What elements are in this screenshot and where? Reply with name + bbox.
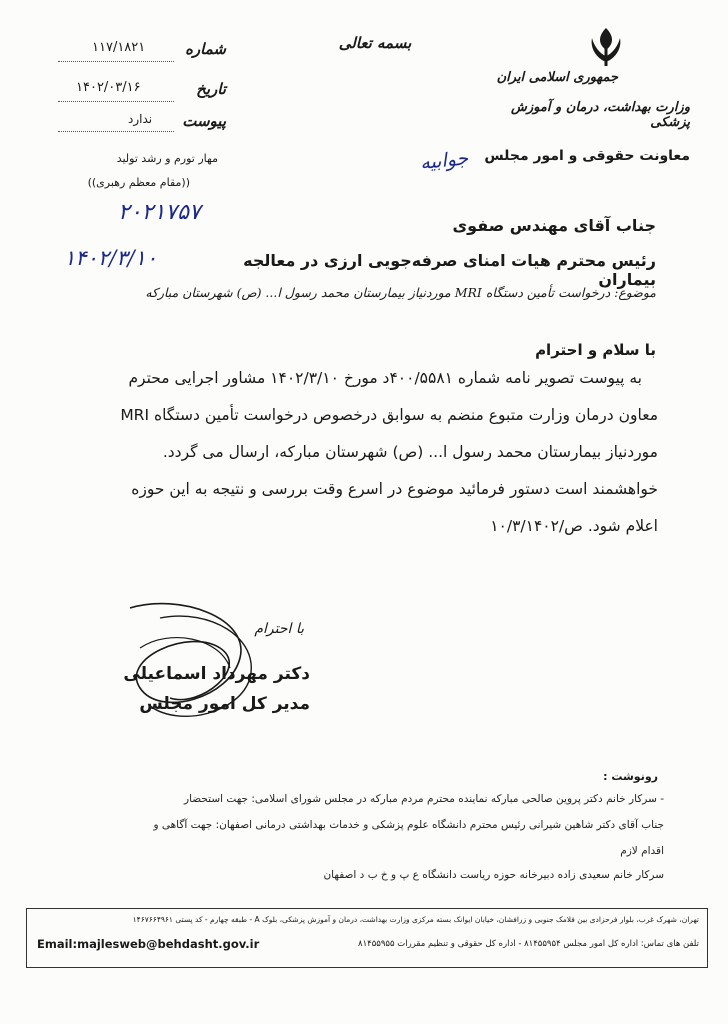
republic-name: جمهوری اسلامی ایران (496, 70, 618, 85)
greeting: با سلام و احترام (535, 341, 656, 359)
body-line: به پیوست تصویر نامه شماره ۴۰۰/۵۵۸۱د مورخ ۱۴۰۲/۳/۱۰ مشاور اجرایی محترم (128, 369, 642, 387)
slogan-line2: ((مقام معظم رهبری)) (87, 176, 190, 189)
cc-line: اقدام لازم (620, 845, 664, 857)
body-line: اعلام شود. ص/۱۰/۳/۱۴۰۲ (490, 517, 658, 535)
signature-scribble (100, 588, 300, 738)
registry-date: ۱۴۰۲/۳/۱۰ (64, 246, 158, 270)
footer-address: تهران، شهرک غرب، بلوار فرحزادی بین فلامک جنوبی و زرافشان، خیابان ایوانک بسته مرکزی وزارت بهداشت، درمان و آموزش پزشکی، بلوک A - طبقه چهارم - کد پستی ۱۴۶۷۶۶۴۹۶۱ (132, 915, 699, 924)
footer-phones: تلفن های تماس: اداره کل امور مجلس ۸۱۴۵۵۹۵۴ - اداره کل حقوقی و تنظیم مقررات ۸۱۴۵۵۹۵۵ (358, 939, 699, 949)
body-line: خواهشمند است دستور فرمائید موضوع در اسرع وقت بررسی و نتیجه به این حوزه (131, 480, 658, 498)
department-name: معاونت حقوقی و امور مجلس (484, 148, 690, 164)
cc-line: سرکار خانم سعیدی زاده دبیرخانه حوزه ریاست دانشگاه ع پ و خ ب د اصفهان (323, 869, 664, 881)
invocation: بسمه تعالی (338, 34, 412, 52)
footer-email: Email:majlesweb@behdasht.gov.ir (37, 937, 260, 951)
number-dots (58, 60, 174, 62)
signer-name: دکتر مهرداد اسماعیلی (123, 664, 310, 684)
cc-line: - سرکار خانم دکتر پروین صالحی مبارکه نماینده محترم مردم مبارکه در مجلس شورای اسلامی: جهت استحضار (184, 793, 664, 805)
number-value: ۱۱۷/۱۸۲۱ (92, 40, 146, 55)
slogan-line1: مهار تورم و رشد تولید (116, 152, 218, 165)
footer-box (26, 908, 708, 968)
attachment-value: ندارد (128, 112, 153, 126)
date-label: تاریخ (196, 80, 226, 98)
closing: با احترام (254, 621, 304, 637)
response-note: جوابیه (419, 147, 470, 175)
registry-number: ۲۰۲۱۷۵۷ (118, 200, 201, 225)
recipient-title: رئیس محترم هیات امنای صرفه‌جویی ارزی در معالجه بیماران (243, 251, 656, 289)
date-dots (58, 100, 174, 102)
attachment-label: پیوست (182, 112, 226, 130)
signer-title: مدیر کل امور مجلس (139, 694, 310, 714)
body-line: موردنیاز بیمارستان محمد رسول ا... (ص) شهرستان مبارکه، ارسال می گردد. (162, 443, 658, 461)
recipient-name: جناب آقای مهندس صفوی (452, 216, 656, 235)
body-line: معاون درمان وزارت متبوع منضم به سوابق درخصوص درخواست تأمین دستگاه MRI (120, 406, 658, 424)
letter-body (58, 360, 658, 545)
cc-heading: رونوشت : (603, 770, 658, 783)
number-label: شماره (185, 40, 226, 58)
attachment-dots (58, 130, 174, 132)
cc-line: جناب آقای دکتر شاهین شیرانی رئیس محترم دانشگاه علوم پزشکی و خدمات بهداشتی درمانی اصفهان: جهت آگاهی و (153, 819, 664, 831)
date-value: ۱۴۰۲/۰۳/۱۶ (76, 80, 141, 95)
subject-line: موضوع: درخواست تأمین دستگاه MRI موردنیاز بیمارستان محمد رسول ا... (ص) شهرستان مبارکه (145, 285, 656, 300)
ministry-name: وزارت بهداشت، درمان و آموزش پزشکی (511, 100, 690, 130)
government-emblem (586, 26, 626, 68)
